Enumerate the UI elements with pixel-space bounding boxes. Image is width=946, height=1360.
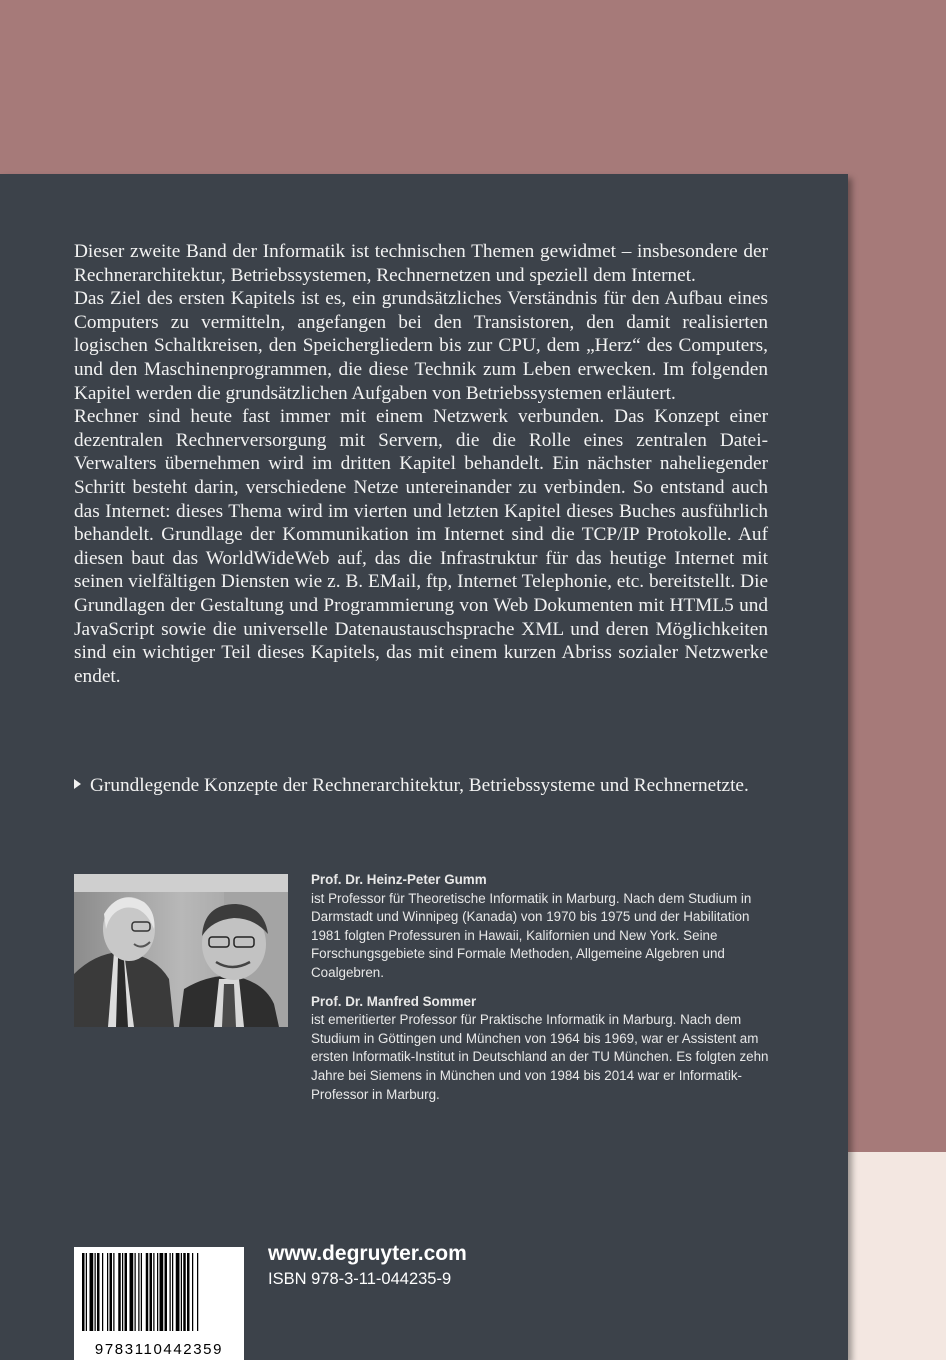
barcode-bar	[138, 1253, 139, 1331]
barcode-bar	[107, 1253, 108, 1331]
author-name: Prof. Dr. Heinz-Peter Gumm	[311, 872, 487, 887]
barcode-bar	[102, 1253, 103, 1331]
barcode-bar	[130, 1253, 134, 1331]
barcode-bar	[95, 1253, 96, 1331]
barcode-bar	[172, 1253, 173, 1331]
barcode-bar	[181, 1253, 182, 1331]
isbn-barcode	[74, 1247, 244, 1360]
author-entry	[311, 993, 781, 1105]
barcode-bar	[183, 1253, 186, 1331]
author-bio: ist Professor für Theoretische Informatik in Marburg. Nach dem Studium in Darmstadt und Winnipeg (Kanada) von 1970 bis 1975 und der Habilitation 1981 folgten Professuren in Hawaii, Kalifornien und New York. Seine Forschungsgebiete sind Formale Methoden, Allgemeine Algebren und Coalgebren.	[311, 890, 752, 980]
barcode-bar	[90, 1253, 94, 1331]
barcode-bar	[165, 1253, 168, 1331]
author-name: Prof. Dr. Manfred Sommer	[311, 993, 477, 1009]
blurb-paragraph: Das Ziel des ersten Kapitels ist es, ein grundsätzliches Verständnis für den Aufbau eines Computers zu vermitteln, angefangen bei den Transistoren, den damit realisierten logischen Schaltkreisen, den Speichergliedern bis zur CPU, dem „Herz“ des Computers, und den Maschinenprogrammen, die diese Technik zum Leben erwecken. Im folgenden Kapitel werden die grundsätzlichen Aufgaben von Betriebssystemen erläutert.	[74, 288, 768, 404]
publisher-url: www.degruyter.com	[268, 1242, 467, 1265]
barcode-bar	[97, 1253, 100, 1331]
blurb-text	[74, 240, 768, 688]
barcode-bar	[135, 1253, 136, 1331]
barcode-bar	[118, 1253, 121, 1331]
background-light-corner	[848, 1152, 946, 1360]
authors-photo	[74, 874, 288, 1027]
barcode-bar	[192, 1253, 193, 1331]
triangle-bullet-icon	[74, 779, 81, 789]
barcode-bar	[122, 1253, 123, 1331]
author-bios	[311, 871, 781, 1104]
authors-photo-image	[74, 874, 288, 1027]
feature-bullet-text: Grundlegende Konzepte der Rechnerarchitektur, Betriebssysteme und Rechnernetzte.	[90, 775, 749, 796]
barcode-bar	[146, 1253, 149, 1331]
author-bio: ist emeritierter Professor für Praktische Informatik in Marburg. Nach dem Studium in Göttingen und München von 1964 bis 1969, war er Assistent am ersten Informatik-Institut in Deutschland an der TU München. Es folgten zehn Jahre bei Siemens in München und von 1984 bis 2014 war er Informatik-Professor in Marburg.	[311, 1012, 769, 1102]
barcode-bar	[153, 1253, 154, 1331]
author-entry	[311, 871, 781, 983]
barcode-bar	[187, 1253, 190, 1331]
barcode-bar	[170, 1253, 171, 1331]
barcode-bar	[141, 1253, 142, 1331]
barcode-bars	[74, 1247, 244, 1337]
feature-bullet	[74, 774, 774, 798]
barcode-bar	[176, 1253, 180, 1331]
barcode-bar	[82, 1253, 85, 1331]
barcode-bar	[86, 1253, 87, 1331]
barcode-bar	[157, 1253, 158, 1331]
barcode-bar	[125, 1253, 128, 1331]
barcode-bar	[113, 1253, 114, 1331]
blurb-paragraph: Dieser zweite Band der Informatik ist technischen Themen gewidmet – insbesondere der Rechnerarchitektur, Betriebssystemen, Rechnernetzen und speziell dem Internet.	[74, 241, 768, 286]
barcode-bar	[197, 1253, 198, 1331]
barcode-bar	[160, 1253, 164, 1331]
barcode-digits: 9783110442359	[94, 1341, 224, 1358]
barcode-bar	[150, 1253, 153, 1331]
isbn-number: ISBN 978-3-11-044235-9	[268, 1270, 452, 1288]
blurb-paragraph: Rechner sind heute fast immer mit einem Netzwerk verbunden. Das Konzept einer dezentralen Rechnerversorgung mit Servern, die die Rolle eines zentralen Datei-Verwalters übernehmen wird im dritten Kapitel behandelt. Ein nächster naheliegender Schritt besteht darin, verschiedene Netze untereinander zu verbinden. So entstand auch das Internet: dieses Thema wird im vierten und letzten Kapitel dieses Buches ausführlich behandelt. Grundlage der Kommunikation im Internet sind die TCP/IP Protokolle. Auf diesen baut das WorldWideWeb auf, das die Infrastruktur für das heutige Internet mit seinen vielfältigen Diensten wie z. B. EMail, ftp, Internet Telephonie, etc. bereitstellt. Die Grundlagen der Gestaltung und Programmierung von Web Dokumenten mit HTML5 und JavaScript sowie die universelle Datenaustauschsprache XML und deren Möglichkeiten sind ein wichtiger Teil dieses Kapitels, das mit einem kurzen Abriss sozialer Netzwerke endet.	[74, 406, 768, 687]
back-cover	[0, 174, 848, 1360]
barcode-bar	[110, 1253, 113, 1331]
